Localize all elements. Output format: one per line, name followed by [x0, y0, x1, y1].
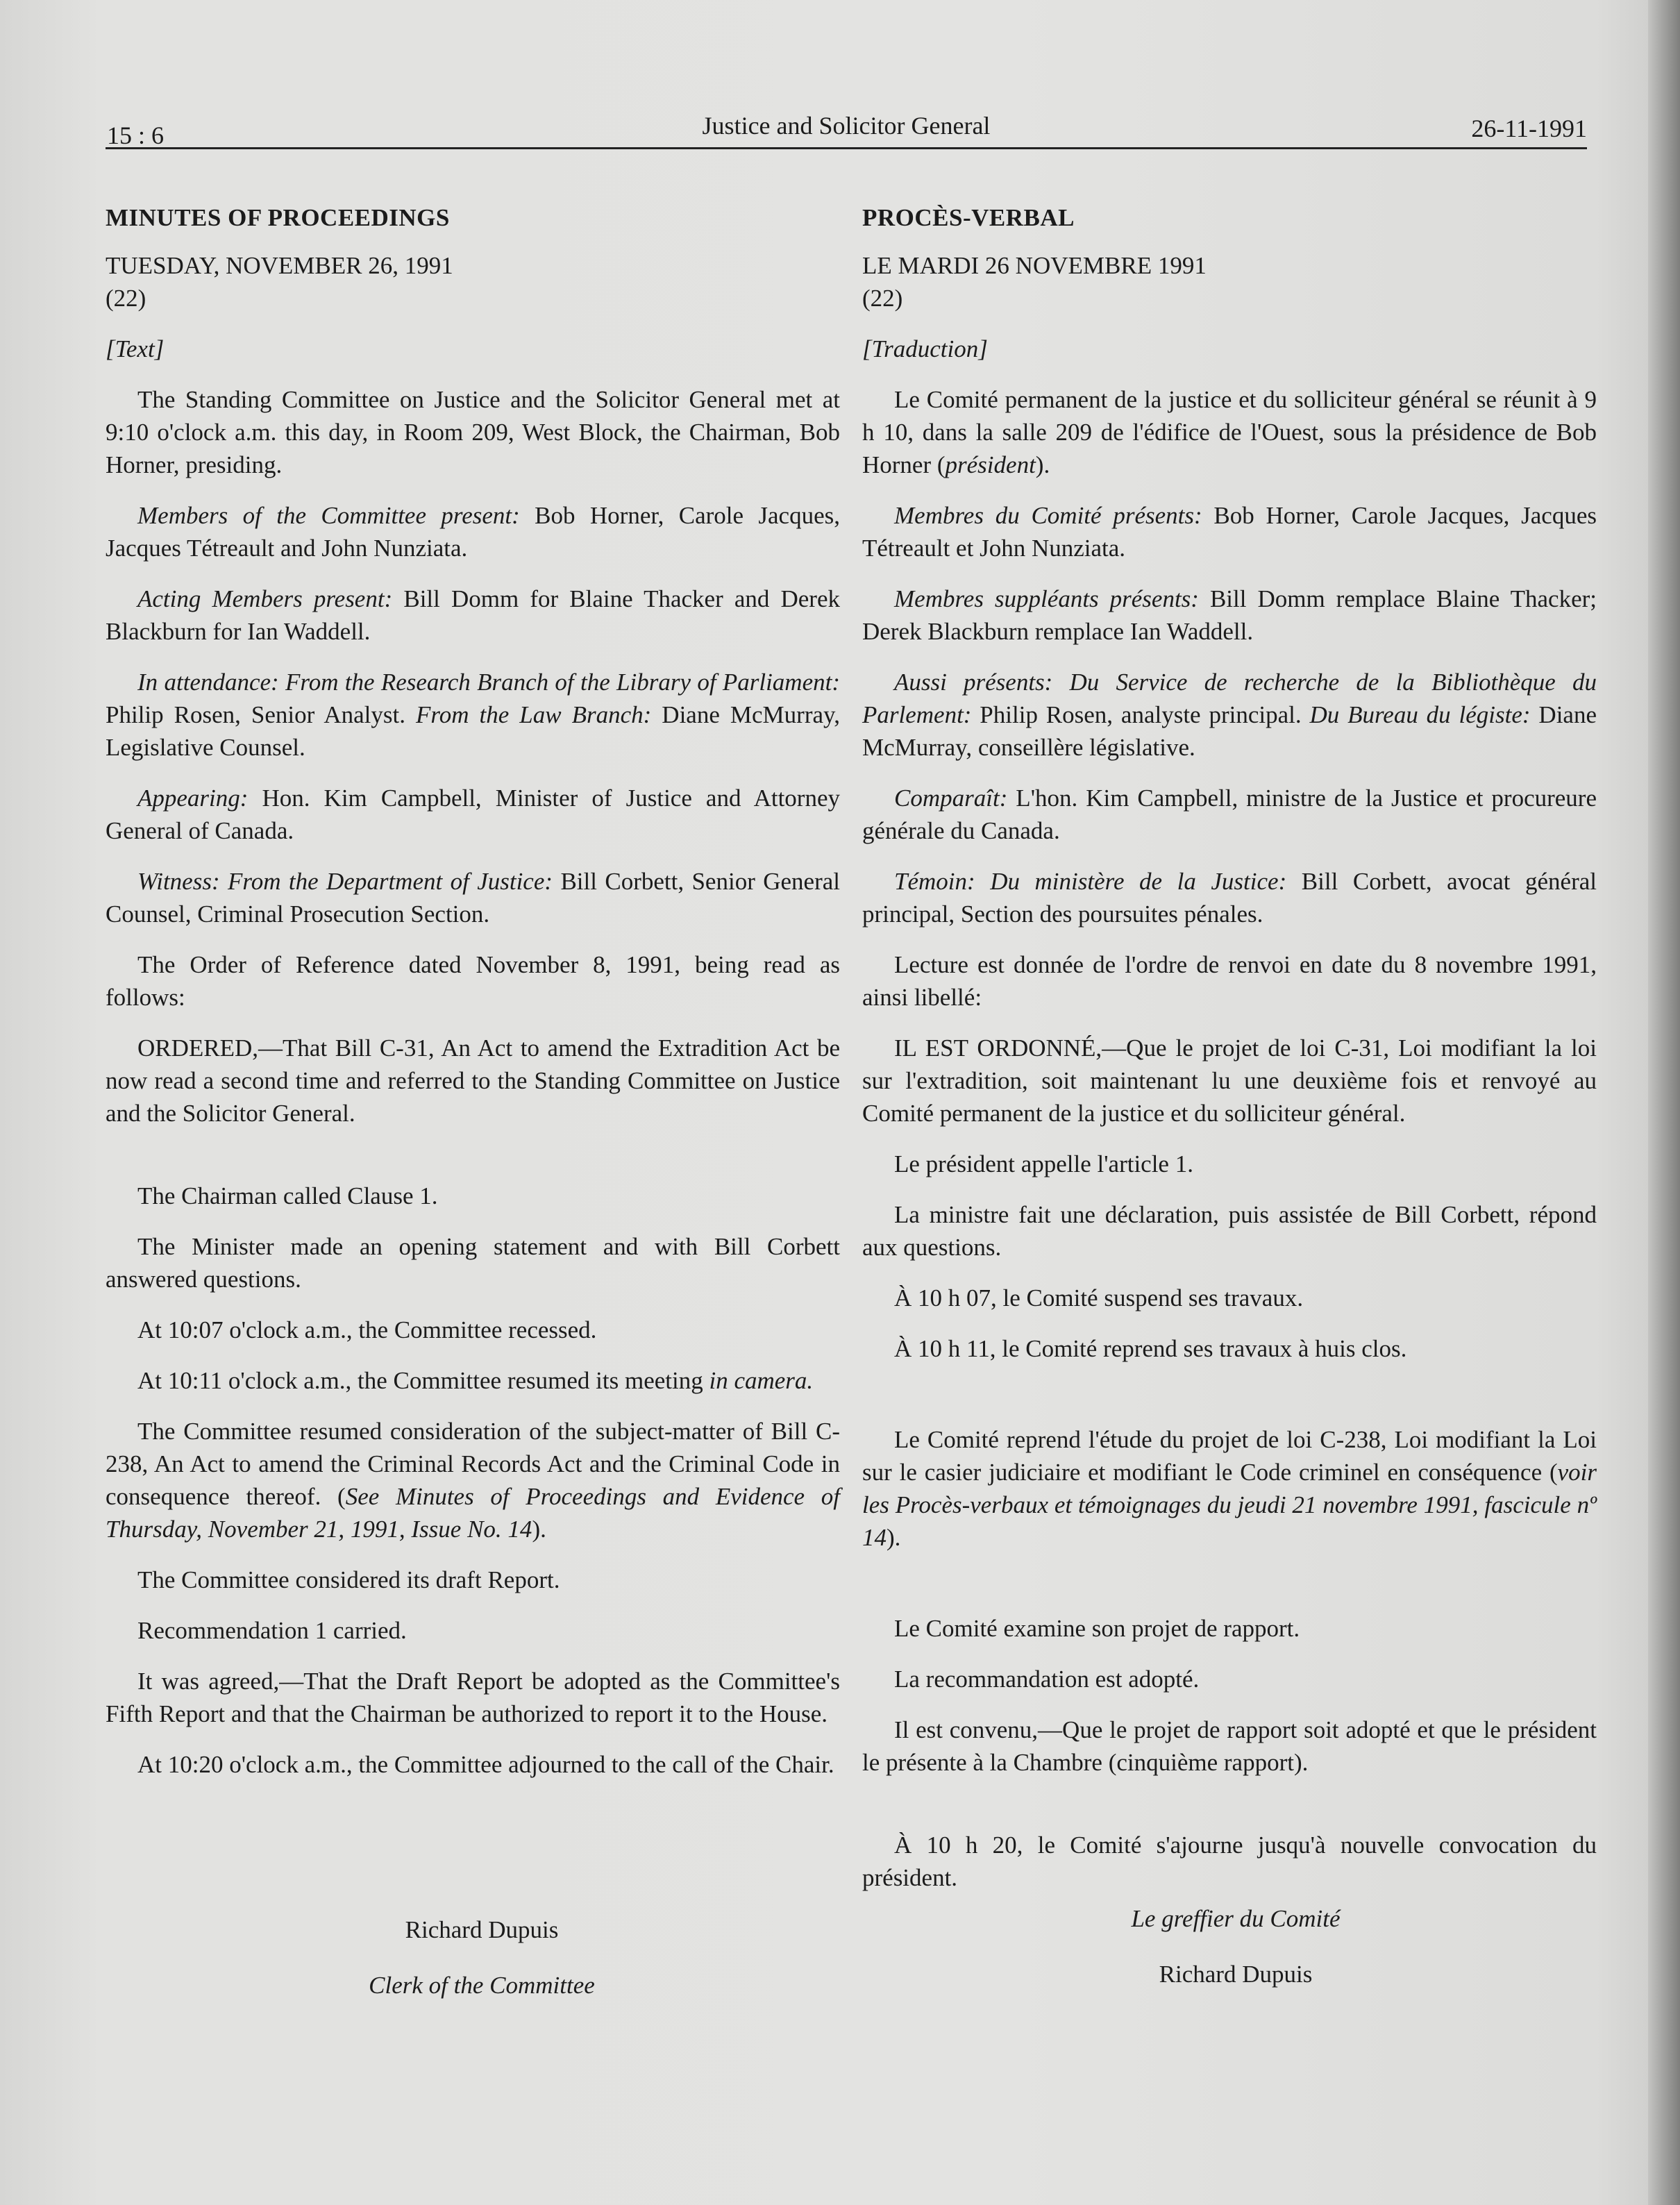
paragraph-resumed	[106, 1364, 840, 1397]
paragraph-appearing	[106, 782, 840, 847]
paragraph-consideration	[106, 1415, 840, 1545]
committee-italic: président	[945, 451, 1036, 478]
acting-text: Bill Domm remplace Blaine Thacker; Derek Blackburn remplace Ian Waddell.	[862, 585, 1597, 645]
paragraph-recessed: At 10:07 o'clock a.m., the Committee recessed.	[137, 1316, 597, 1343]
attendance-text: Philip Rosen, Senior Analyst.	[106, 701, 417, 728]
consideration-text: The Committee resumed consideration of the subject-matter of Bill C-238, An Act to amend the Criminal Records Act and the Criminal Code in consequence thereof. (	[106, 1418, 840, 1510]
clerk-title: Le greffier du Comité	[1131, 1905, 1341, 1932]
english-signature	[274, 1916, 690, 1999]
paragraph-acting	[862, 582, 1597, 648]
attendance-text-2: Diane McMurray, conseillère législative.	[862, 701, 1597, 761]
members-label: Members of the Committee present:	[137, 502, 520, 529]
appearing-text: Hon. Kim Campbell, Minister of Justice and Attorney General of Canada.	[106, 785, 840, 844]
attendance-text: Philip Rosen, analyste principal.	[971, 701, 1310, 728]
english-column	[106, 201, 840, 1799]
paragraph-members	[106, 499, 840, 564]
paragraph-witness	[106, 865, 840, 930]
paragraph-resumed: À 10 h 11, le Comité reprend ses travaux à huis clos.	[894, 1335, 1407, 1362]
witness-text: Bill Corbett, avocat général principal, Section des poursuites pénales.	[862, 868, 1597, 928]
section-heading: MINUTES OF PROCEEDINGS	[106, 204, 450, 231]
consideration-italic: See Minutes of Proceedings and Evidence of Thursday, November 21, 1991, Issue No. 14	[106, 1483, 840, 1543]
paragraph-draft-report: Le Comité examine son projet de rapport.	[894, 1615, 1300, 1642]
clerk-name: Richard Dupuis	[405, 1916, 559, 1943]
paragraph-appearing	[862, 782, 1597, 847]
paragraph-recommendation: Recommendation 1 carried.	[137, 1617, 407, 1644]
consideration-end: ).	[532, 1516, 546, 1543]
meeting-number: (22)	[106, 285, 146, 312]
header-date: 26-11-1991	[1471, 115, 1587, 142]
page-header	[106, 110, 1587, 149]
members-label: Membres du Comité présents:	[894, 502, 1202, 529]
paragraph-members	[862, 499, 1597, 564]
page-number: 15 : 6	[107, 121, 165, 149]
paragraph-committee	[862, 383, 1597, 481]
consideration-text: Le Comité reprend l'étude du projet de loi C-238, Loi modifiant la Loi sur le casier judiciaire et modifiant le Code criminel en conséquence (	[862, 1426, 1597, 1486]
consideration-end: ).	[887, 1524, 901, 1551]
committee-end: ).	[1035, 451, 1050, 478]
paragraph-agreed: Il est convenu,—Que le projet de rapport soit adopté et que le président le présente à la Chambre (cinquième rapport).	[862, 1716, 1597, 1776]
paragraph-order-of-reference: Lecture est donnée de l'ordre de renvoi en date du 8 novembre 1991, ainsi libellé:	[862, 951, 1597, 1011]
acting-label: Acting Members present:	[137, 585, 393, 612]
french-signature	[1027, 1905, 1444, 1988]
acting-text: Bill Domm for Blaine Thacker and Derek Blackburn for Ian Waddell.	[106, 585, 840, 645]
paragraph-witness	[862, 865, 1597, 930]
members-text: Bob Horner, Carole Jacques, Jacques Tétreault et John Nunziata.	[862, 502, 1597, 562]
paragraph-ordered: IL EST ORDONNÉ,—Que le projet de loi C-31, Loi modifiant la loi sur l'extradition, soit maintenant lu une deuxième fois et renvoyé au Comité permanent de la justice et du solliciteur général.	[862, 1034, 1597, 1127]
paragraph-acting	[106, 582, 840, 648]
section-heading: PROCÈS-VERBAL	[862, 204, 1075, 231]
paragraph-minister: La ministre fait une déclaration, puis assistée de Bill Corbett, répond aux questions.	[862, 1201, 1597, 1261]
clerk-name: Richard Dupuis	[1159, 1961, 1313, 1988]
paragraph-clause: Le président appelle l'article 1.	[894, 1150, 1193, 1177]
paragraph-minister: The Minister made an opening statement and with Bill Corbett answered questions.	[106, 1233, 840, 1293]
resumed-text: At 10:11 o'clock a.m., the Committee resumed its meeting	[137, 1367, 709, 1394]
consideration-italic: voir les Procès-verbaux et témoignages du jeudi 21 novembre 1991, fascicule nº 14	[862, 1459, 1597, 1551]
page-edge-shadow	[1648, 0, 1680, 2205]
resumed-italic: in camera.	[709, 1367, 814, 1394]
clerk-title: Clerk of the Committee	[369, 1972, 595, 1999]
paragraph-committee: The Standing Committee on Justice and the Solicitor General met at 9:10 o'clock a.m. this day, in Room 209, West Block, the Chairman, Bob Horner, presiding.	[106, 386, 840, 478]
text-tag: [Traduction]	[862, 335, 988, 362]
text-tag: [Text]	[106, 335, 165, 362]
acting-label: Membres suppléants présents:	[894, 585, 1199, 612]
witness-text: Bill Corbett, Senior General Counsel, Criminal Prosecution Section.	[106, 868, 840, 928]
paragraph-agreed: It was agreed,—That the Draft Report be adopted as the Committee's Fifth Report and that the Chairman be authorized to report it to the House.	[106, 1668, 840, 1727]
appearing-text: L'hon. Kim Campbell, ministre de la Justice et procureure générale du Canada.	[862, 785, 1597, 844]
paragraph-recommendation: La recommandation est adopté.	[894, 1666, 1200, 1693]
appearing-label: Appearing:	[137, 785, 249, 812]
attendance-label: In attendance: From the Research Branch of the Library of Parliament:	[137, 669, 840, 696]
paragraph-attendance	[106, 666, 840, 764]
attendance-text-2: Diane McMurray, Legislative Counsel.	[106, 701, 840, 761]
attendance-label-2: From the Law Branch:	[416, 701, 652, 728]
meeting-number: (22)	[862, 285, 903, 312]
committee-text: Le Comité permanent de la justice et du solliciteur général se réunit à 9 h 10, dans la salle 209 de l'édifice de l'Ouest, sous la présidence de Bob Horner (	[862, 386, 1597, 478]
paragraph-consideration	[862, 1423, 1597, 1554]
paragraph-order-of-reference: The Order of Reference dated November 8, 1991, being read as follows:	[106, 951, 840, 1011]
paragraph-attendance	[862, 666, 1597, 764]
running-title: Justice and Solicitor General	[702, 112, 991, 140]
appearing-label: Comparaît:	[894, 785, 1008, 812]
paragraph-adjourned: At 10:20 o'clock a.m., the Committee adjourned to the call of the Chair.	[137, 1751, 834, 1778]
paragraph-draft-report: The Committee considered its draft Report.	[137, 1566, 560, 1593]
attendance-label: Aussi présents: Du Service de recherche de la Bibliothèque du Parlement:	[862, 669, 1597, 728]
paragraph-adjourned: À 10 h 20, le Comité s'ajourne jusqu'à nouvelle convocation du président.	[862, 1831, 1597, 1891]
french-column	[862, 201, 1597, 1912]
meeting-date: TUESDAY, NOVEMBER 26, 1991	[106, 252, 453, 279]
witness-label: Témoin: Du ministère de la Justice:	[894, 868, 1287, 895]
paragraph-recessed: À 10 h 07, le Comité suspend ses travaux.	[894, 1284, 1304, 1311]
meeting-date: LE MARDI 26 NOVEMBRE 1991	[862, 252, 1207, 279]
paragraph-clause: The Chairman called Clause 1.	[137, 1182, 438, 1209]
witness-label: Witness: From the Department of Justice:	[137, 868, 553, 895]
attendance-label-2: Du Bureau du légiste:	[1309, 701, 1531, 728]
paragraph-ordered: ORDERED,—That Bill C-31, An Act to amend the Extradition Act be now read a second time and referred to the Standing Committee on Justice and the Solicitor General.	[106, 1034, 840, 1127]
members-text: Bob Horner, Carole Jacques, Jacques Tétreault and John Nunziata.	[106, 502, 840, 562]
